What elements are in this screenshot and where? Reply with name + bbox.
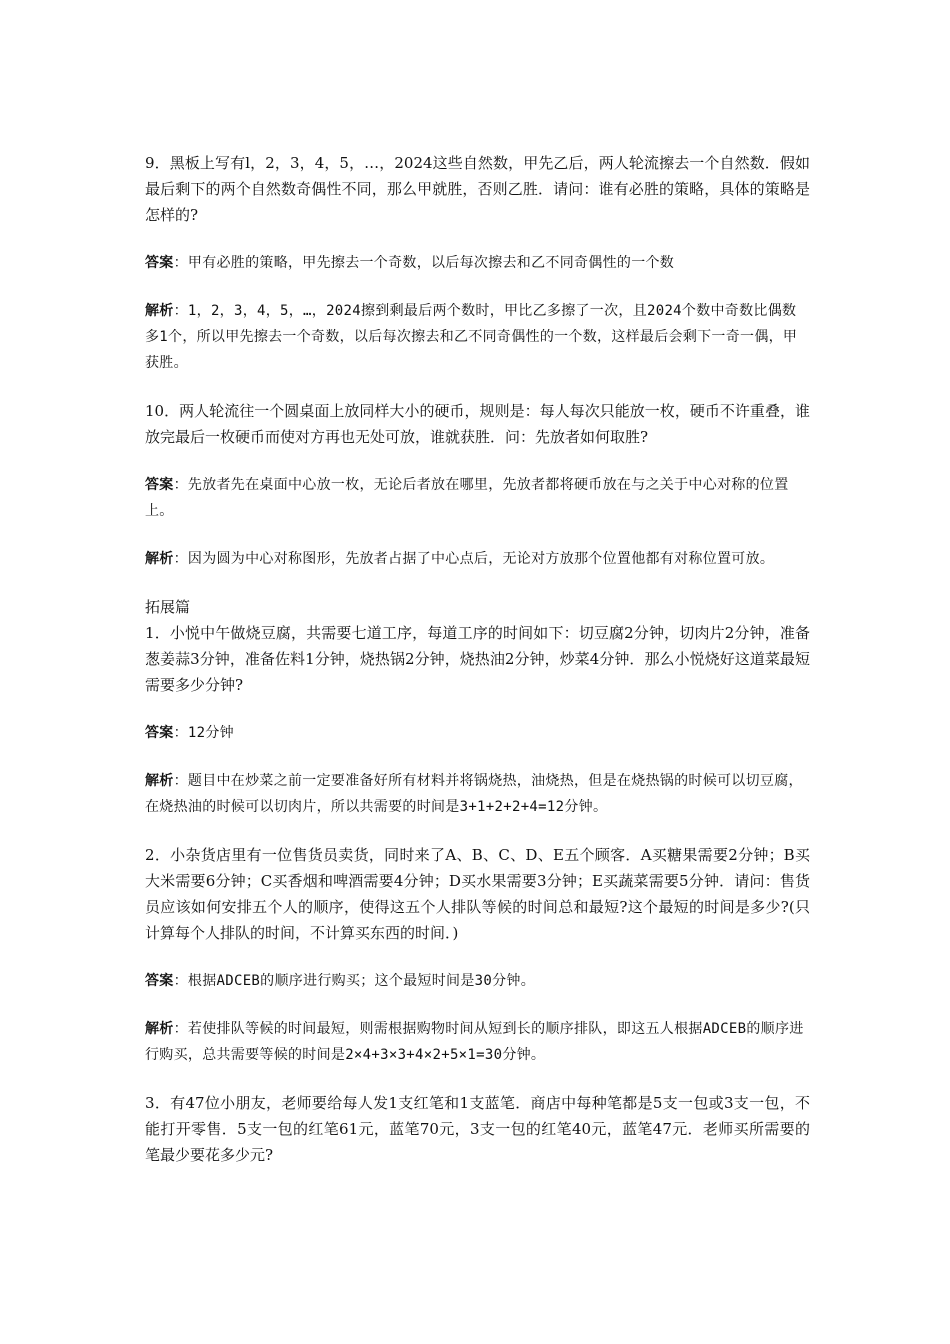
- section-heading: 拓展篇: [145, 598, 191, 616]
- analysis-10: [145, 546, 810, 572]
- document-content: [145, 150, 810, 1168]
- extension-question-1: 1．小悦中午做烧豆腐，共需要七道工序，每道工序的时间如下：切豆腐2分钟，切肉片2分钟，准备葱姜蒜3分钟，准备佐料1分钟，烧热锅2分钟，烧热油2分钟，炒菜4分钟．那么小悦烧好这道菜最短需要多少分钟?: [145, 624, 810, 694]
- extension-question-3: 3．有47位小朋友，老师要给每人发1支红笔和1支蓝笔．商店中每种笔都是5支一包或3支一包，不能打开零售．5支一包的红笔61元，蓝笔70元，3支一包的红笔40元，蓝笔47元．老师买所需要的笔最少要花多少元?: [145, 1094, 810, 1164]
- analysis-label: 解析: [145, 303, 174, 319]
- question-10: 10．两人轮流往一个圆桌面上放同样大小的硬币，规则是：每人每次只能放一枚，硬币不许重叠，谁放完最后一枚硬币而使对方再也无处可放，谁就获胜．问：先放者如何取胜?: [145, 402, 810, 446]
- analysis-label: 解析: [145, 1021, 174, 1037]
- answer-10: [145, 472, 810, 524]
- answer-label: 答案: [145, 973, 174, 989]
- analysis-label: 解析: [145, 773, 174, 789]
- question-9: 9．黑板上写有l，2，3，4，5，…，2024这些自然数，甲先乙后，两人轮流擦去一个自然数．假如最后剩下的两个自然数奇偶性不同，那么甲就胜，否则乙胜．请问：谁有必胜的策略，具体的策略是怎样的?: [145, 154, 810, 224]
- answer-text: ：根据ADCEB的顺序进行购买；这个最短时间是30分钟。: [173, 973, 536, 989]
- answer-label: 答案: [145, 725, 174, 741]
- analysis-text: ：题目中在炒菜之前一定要准备好所有材料并将锅烧热，油烧热，但是在烧热锅的时候可以切豆腐，在烧热油的时候可以切肉片，所以共需要的时间是3+1+2+2+4=12分钟。: [145, 773, 803, 815]
- answer-label: 答案: [145, 255, 174, 271]
- analysis-9: [145, 298, 810, 376]
- analysis-text: ：因为圆为中心对称图形，先放者占据了中心点后，无论对方放那个位置他都有对称位置可放。: [173, 551, 775, 567]
- answer-label: 答案: [145, 477, 174, 493]
- analysis-text: ：若使排队等候的时间最短，则需根据购物时间从短到长的顺序排队，即这五人根据ADCEB的顺序进行购买，总共需要等候的时间是2×4+3×3+4×2+5×1=30分钟。: [145, 1021, 804, 1063]
- answer-text: ：先放者先在桌面中心放一枚，无论后者放在哪里，先放者都将硬币放在与之关于中心对称的位置上。: [145, 477, 789, 519]
- analysis-label: 解析: [145, 551, 174, 567]
- analysis-text: ：1，2，3，4，5，…，2024擦到剩最后两个数时，甲比乙多擦了一次，且2024个数中奇数比偶数多1个，所以甲先擦去一个奇数，以后每次擦去和乙不同奇偶性的一个数，这样最后会剩下一奇一偶，甲获胜。: [145, 303, 798, 371]
- answer-9: [145, 250, 810, 276]
- extension-analysis-1: [145, 768, 810, 820]
- extension-answer-1: [145, 720, 810, 746]
- extension-analysis-2: [145, 1016, 810, 1068]
- answer-text: ：甲有必胜的策略，甲先擦去一个奇数，以后每次擦去和乙不同奇偶性的一个数: [173, 255, 675, 271]
- answer-text: ：12分钟: [173, 725, 234, 741]
- extension-answer-2: [145, 968, 810, 994]
- extension-question-2: 2．小杂货店里有一位售货员卖货，同时来了A、B、C、D、E五个顾客．A买糖果需要2分钟；B买大米需要6分钟；C买香烟和啤酒需要4分钟；D买水果需要3分钟；E买蔬菜需要5分钟．请问：售货员应该如何安排五个人的顺序，使得这五个人排队等候的时间总和最短?这个最短的时间是多少?(只计算每个人排队的时间，不计算买东西的时间．): [145, 846, 810, 942]
